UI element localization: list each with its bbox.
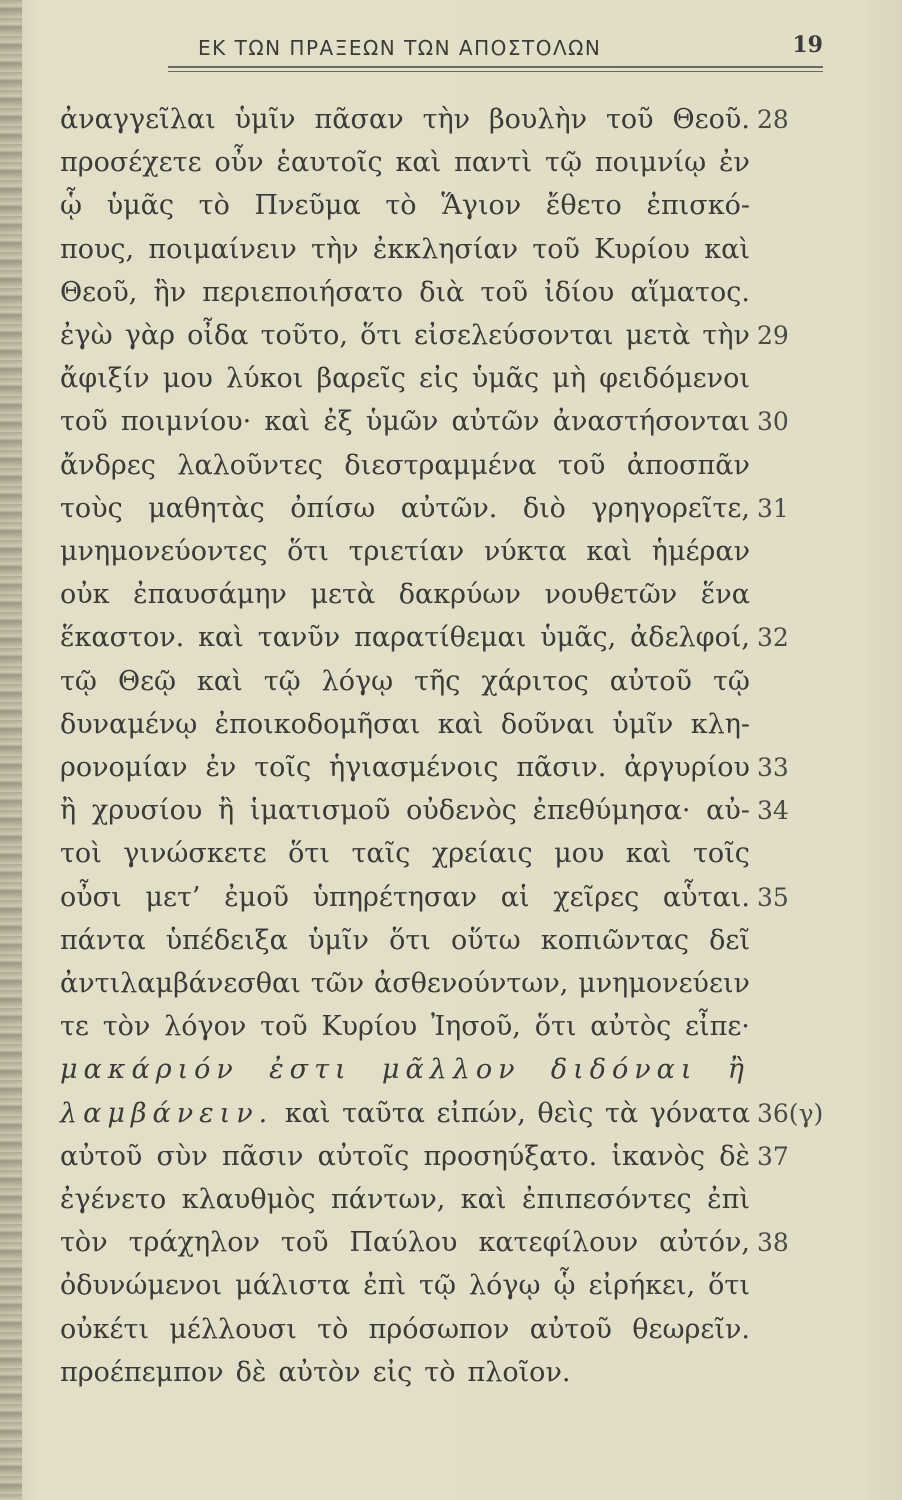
text-line: προσέχετε οὖν ἑαυτοῖς καὶ παντὶ τῷ ποιμνίῳ ἐν — [60, 147, 750, 179]
text-line: ἄφιξίν μου λύκοι βαρεῖς εἰς ὑμᾶς μὴ φειδόμενοι — [60, 363, 750, 395]
text-line: ἢ χρυσίου ἢ ἱματισμοῦ οὐδενὸς ἐπεθύμησα· αὐ- — [60, 795, 750, 827]
verse-number: 35 — [757, 882, 789, 912]
text-line: πάντα ὑπέδειξα ὑμῖν ὅτι οὕτω κοπιῶντας δεῖ — [60, 924, 750, 956]
text-line: ἐγένετο κλαυθμὸς πάντων, καὶ ἐπιπεσόντες ἐπὶ — [60, 1184, 750, 1215]
text-line: ρονομίαν ἐν τοῖς ἡγιασμένοις πᾶσιν. ἀργυρίου — [60, 752, 750, 783]
text-line: μακάριόν ἐστι μᾶλλον διδόναι ἢ — [60, 1054, 750, 1086]
page-number: 19 — [792, 32, 823, 58]
text-line: οὖσι μετ’ ἐμοῦ ὑπηρέτησαν αἱ χεῖρες αὗται. — [60, 881, 750, 913]
text-line: ἀναγγεῖλαι ὑμῖν πᾶσαν τὴν βουλὴν τοῦ Θεοῦ. — [60, 104, 750, 135]
verse-number: 36(γ) — [757, 1098, 824, 1128]
verse-number: 28 — [757, 105, 789, 134]
header-rule — [168, 66, 823, 68]
verse-number: 32 — [757, 623, 789, 653]
text-line: λαμβάνειν. καὶ ταῦτα εἰπών, θεὶς τὰ γόνατα — [60, 1097, 750, 1129]
book-binding-edge — [0, 0, 22, 1500]
text-line: πους, ποιμαίνειν τὴν ἐκκλησίαν τοῦ Κυρίου καὶ — [60, 233, 750, 265]
text-line: ᾧ ὑμᾶς τὸ Πνεῦμα τὸ Ἅγιον ἔθετο ἐπισκό- — [60, 190, 750, 222]
verse-number: 33 — [757, 753, 789, 782]
text-line: τοὶ γινώσκετε ὅτι ταῖς χρείαις μου καὶ τοῖς — [60, 838, 750, 870]
text-line: Θεοῦ, ἣν περιεποιήσατο διὰ τοῦ ἰδίου αἵματος. — [60, 276, 750, 308]
text-line: τὸν τράχηλον τοῦ Παύλου κατεφίλουν αὐτόν, — [60, 1227, 750, 1259]
text-line: ἄνδρες λαλοῦντες διεστραμμένα τοῦ ἀποσπᾶν — [60, 449, 750, 481]
text-line: τοῦ ποιμνίου· καὶ ἐξ ὑμῶν αὐτῶν ἀναστήσονται — [60, 406, 750, 438]
text-line: τῷ Θεῷ καὶ τῷ λόγῳ τῆς χάριτος αὐτοῦ τῷ — [60, 665, 750, 697]
verse-number: 31 — [757, 493, 789, 523]
text-line: τοὺς μαθητὰς ὀπίσω αὐτῶν. διὸ γρηγορεῖτε, — [60, 492, 750, 524]
verse-number: 34 — [757, 796, 789, 826]
text-line: ἕκαστον. καὶ τανῦν παρατίθεμαι ὑμᾶς, ἀδελφοί, — [60, 622, 750, 654]
running-title: ΕΚ ΤΩΝ ΠΡΑΞΕΩΝ ΤΩΝ ΑΠΟΣΤΟΛΩΝ — [198, 36, 602, 60]
text-line: οὐκ ἐπαυσάμην μετὰ δακρύων νουθετῶν ἕνα — [60, 579, 750, 611]
text-line: τε τὸν λόγον τοῦ Κυρίου Ἰησοῦ, ὅτι αὐτὸς εἶπε· — [60, 1011, 750, 1043]
text-line: δυναμένῳ ἐποικοδομῆσαι καὶ δοῦναι ὑμῖν κλη- — [60, 708, 750, 740]
verse-number: 37 — [757, 1141, 789, 1171]
text-line: προέπεμπον δὲ αὐτὸν εἰς τὸ πλοῖον. — [60, 1356, 571, 1388]
header-rule-thin — [168, 71, 823, 72]
verse-number: 30 — [757, 407, 789, 437]
page-header — [168, 28, 823, 78]
text-line: μνημονεύοντες ὅτι τριετίαν νύκτα καὶ ἡμέραν — [60, 536, 750, 567]
text-line: αὐτοῦ σὺν πᾶσιν αὐτοῖς προσηύξατο. ἱκανὸς δὲ — [60, 1140, 750, 1172]
text-line: οὐκέτι μέλλουσι τὸ πρόσωπον αὐτοῦ θεωρεῖν. — [60, 1313, 750, 1345]
text-line: ἐγὼ γὰρ οἶδα τοῦτο, ὅτι εἰσελεύσονται μετὰ τὴν — [60, 320, 750, 351]
verse-number: 29 — [757, 321, 789, 350]
text-line: ἀντιλαμβάνεσθαι τῶν ἀσθενούντων, μνημονεύειν — [60, 968, 750, 999]
text-line: ὀδυνώμενοι μάλιστα ἐπὶ τῷ λόγῳ ᾧ εἰρήκει, ὅτι — [60, 1270, 750, 1302]
verse-number: 38 — [757, 1228, 789, 1258]
